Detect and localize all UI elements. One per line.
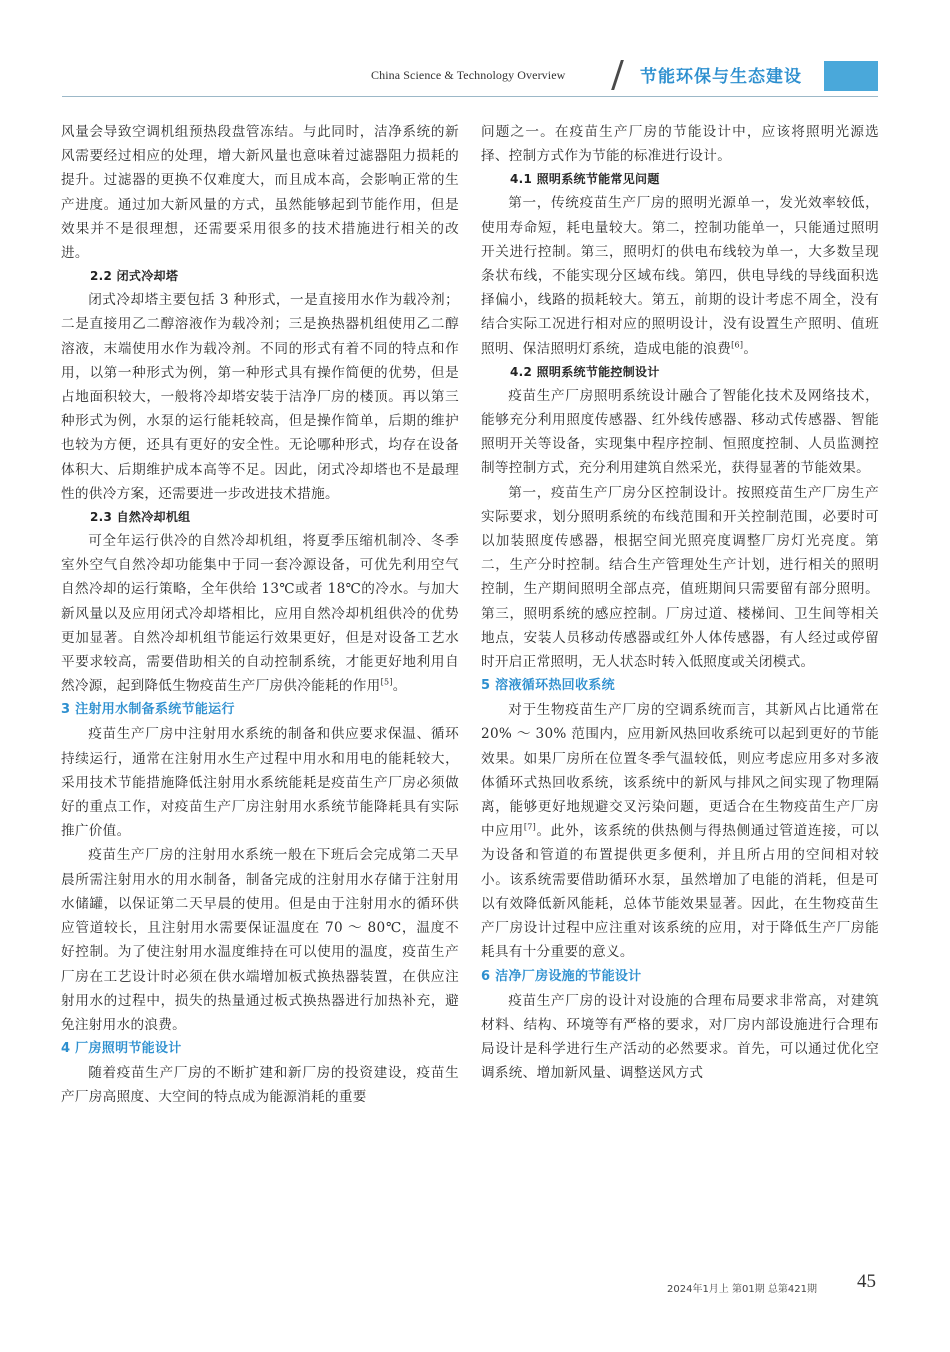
journal-name: China Science & Technology Overview	[371, 68, 566, 82]
paragraph-end: 。	[392, 678, 407, 695]
paragraph	[481, 698, 879, 964]
section-heading-3: 3 注射用水制备系统节能运行	[61, 702, 235, 718]
paragraph: 问题之一。在疫苗生产厂房的节能设计中，应该将照明光源选择、控制方式作为节能的标准进行设计。	[481, 124, 879, 165]
section-title: 节能环保与生态建设	[640, 67, 802, 87]
paragraph: 疫苗生产厂房中注射用水系统的制备和供应要求保温、循环持续运行，通常在注射用水生产过程中用水和用电的能耗较大，采用技术节能措施降低注射用水系统能耗是疫苗生产厂房必须做好的重点工作，对疫苗生产厂房注射用水系统节能降耗具有实际推广价值。	[61, 726, 459, 840]
paragraph: 第一，疫苗生产厂房分区控制设计。按照疫苗生产厂房生产实际要求，划分照明系统的布线范围和开关控制范围，必要时可以加装照度传感器，根据空间光照亮度调整厂房灯光亮度。第二，生产分时控制。结合生产管理处生产计划，进行相关的照明控制，生产期间照明全部点亮，值班期间只需要留有部分照明。第三，照明系统的感应控制。厂房过道、楼梯间、卫生间等相关地点，安装人员移动传感器或红外人体传感器，有人经过或停留时开启正常照明，无人状态时转入低照度或关闭模式。	[481, 484, 879, 671]
section-heading-4: 4 厂房照明节能设计	[61, 1041, 182, 1057]
paragraph: 疫苗生产厂房照明系统设计融合了智能化技术及网络技术，能够充分利用照度传感器、红外线传感器、移动式传感器、智能照明开关等设备，实现集中程序控制、恒照度控制、人员监测控制等控制方式，充分利用建筑自然采光，获得显著的节能效果。	[481, 387, 879, 477]
paragraph-text: 对于生物疫苗生产厂房的空调系统而言，其新风占比通常在 20% ～ 30% 范围内，应用新风热回收系统可以起到更好的节能效果。如果厂房所在位置冬季气温较低，则应考虑应用多对多液体循环式热回收系统，该系统中的新风与排风之间实现了物理隔离，能够更好地规避交叉污染问题，更适合在生物疫苗生产厂房中应用	[481, 702, 879, 840]
paragraph: 疫苗生产厂房的设计对设施的合理布局要求非常高，对建筑材料、结构、环境等有严格的要求，对厂房内部设施进行合理布局设计是科学进行生产活动的必然要求。首先，可以通过优化空调系统、增加新风量、调整送风方式	[481, 992, 879, 1082]
section-heading-2-3: 2.3 自然冷却机组	[90, 510, 191, 525]
section-heading-5: 5 溶液循环热回收系统	[481, 678, 615, 694]
paragraph: 疫苗生产厂房的注射用水系统一般在下班后会完成第二天早晨所需注射用水的用水制备，制备完成的注射用水存储于注射用水储罐，以保证第二天早晨的使用。但是由于注射用水的循环供应管道较长，且注射用水需要保证温度在 70 ～ 80℃，温度不好控制。为了使注射用水温度维持在可以使用的温度，疫苗生产厂房在工艺设计时必须在供水端增加板式换热器装置，在供应注射用水的过程中，损失的热量通过板式换热器进行加热补充，避免注射用水的浪费。	[61, 847, 459, 1033]
section-heading-6: 6 洁净厂房设施的节能设计	[481, 968, 642, 984]
paragraph: 风量会导致空调机组预热段盘管冻结。与此同时，洁净系统的新风需要经过相应的处理，增大新风量也意味着过滤器阻力损耗的提升。过滤器的更换不仅难度大，而且成本高，会影响正常的生产进度。通过加大新风量的方式，虽然能够起到节能作用，但是效果并不是很理想，还需要采用很多的技术措施进行相关的改进。	[61, 124, 459, 262]
header-rule	[62, 96, 878, 97]
section-heading-4-1: 4.1 照明系统节能常见问题	[510, 172, 660, 187]
paragraph: 闭式冷却塔主要包括 3 种形式，一是直接用水作为载冷剂；二是直接用乙二醇溶液作为载冷剂；三是换热器机组使用乙二醇溶液，末端使用水作为载冷剂。不同的形式有着不同的特点和作用，以第一种形式为例，第一种形式具有操作简便的优势，但是占地面积较大，一般将冷却塔安装于洁净厂房的楼顶。再以第三种形式为例，水泵的运行能耗较高，但是操作简单，后期的维护也较为方便，还具有更好的安全性。无论哪种形式，均存在设备体积大、后期维护成本高等不足。因此，闭式冷却塔也不是最理性的供冷方案，还需要进一步改进技术措施。	[61, 292, 459, 502]
paragraph-text: 。此外，该系统的供热侧与得热侧通过管道连接，可以为设备和管道的布置提供更多便利，并且所占用的空间相对较小。该系统需要借助循环水泵，虽然增加了电能的消耗，但是可以有效降低新风能耗，总体节能效果显著。因此，在生物疫苗生产厂房设计过程中应注重对该系统的应用，对于降低生产厂房能耗具有十分重要的意义。	[481, 823, 880, 961]
header-accent-block	[824, 61, 878, 91]
section-heading-2-2: 2.2 闭式冷却塔	[90, 269, 179, 284]
issue-info: 2024年1月上 第01期 总第421期	[667, 1284, 817, 1295]
paragraph-end: 。	[743, 340, 758, 357]
paragraph: 随着疫苗生产厂房的不断扩建和新厂房的投资建设，疫苗生产厂房高照度、大空间的特点成为能源消耗的重要	[61, 1065, 459, 1106]
paragraph	[61, 529, 459, 698]
left-column	[61, 120, 459, 1110]
section-heading-4-2: 4.2 照明系统节能控制设计	[510, 364, 660, 379]
paragraph-text: 第一，传统疫苗生产厂房的照明光源单一，发光效率较低，使用寿命短，耗电量较大。第二，控制功能单一，只能通过照明开关进行控制。第三，照明灯的供电布线较为单一，大多数呈现条状布线，不能实现分区域布线。第四，供电导线的导线面积选择偏小，线路的损耗较大。第五，前期的设计考虑不周全，没有结合实际工况进行相对应的照明设计，没有设置生产照明、值班照明、保洁照明灯系统，造成电能的浪费	[481, 195, 879, 357]
paragraph-text: 可全年运行供冷的自然冷却机组，将夏季压缩机制冷、冬季室外空气自然冷却功能集中于同一套冷源设备，可优先利用空气自然冷却的运行策略，全年供给 13℃或者 18℃的冷水。与加大新风量以及应用闭式冷却塔相比，应用自然冷却机组供冷的优势更加显著。自然冷却机组节能运行效果更好，但是对设备工艺水平要求较高，需要借助相关的自动控制系统，才能更好地利用自然冷源，起到降低生物疫苗生产厂房供冷能耗的作用	[61, 533, 459, 695]
header-divider	[611, 60, 624, 90]
citation-5: [5]	[380, 677, 393, 687]
paragraph	[481, 191, 879, 360]
citation-6: [6]	[731, 340, 744, 350]
page-number: 45	[857, 1271, 876, 1292]
right-column	[481, 120, 879, 1085]
citation-7: [7]	[523, 822, 537, 832]
